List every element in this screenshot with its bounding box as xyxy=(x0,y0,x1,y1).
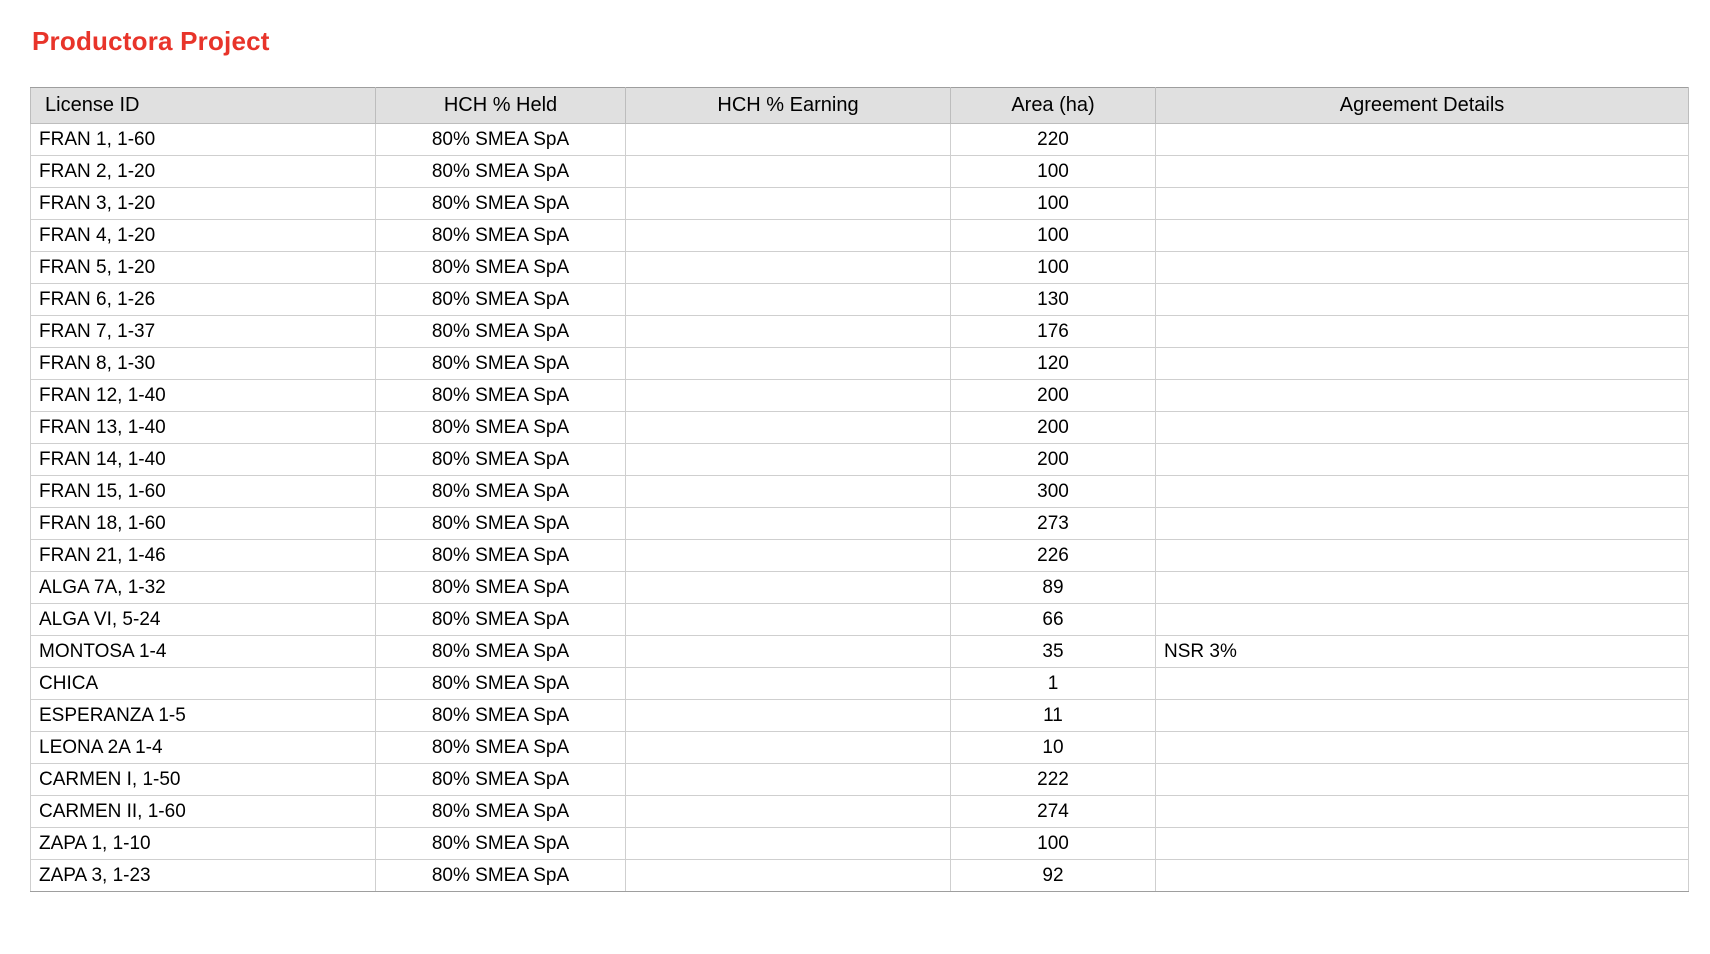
cell-agreement-details xyxy=(1156,220,1689,252)
column-header-agreement-details: Agreement Details xyxy=(1156,88,1689,124)
license-table-container xyxy=(30,87,1688,892)
cell-hch-percent-held: 80% SMEA SpA xyxy=(376,828,626,860)
table-row xyxy=(31,220,1689,252)
cell-hch-percent-held: 80% SMEA SpA xyxy=(376,636,626,668)
cell-license-id: FRAN 2, 1-20 xyxy=(31,156,376,188)
cell-hch-percent-earning xyxy=(626,572,951,604)
cell-area-ha: 200 xyxy=(951,412,1156,444)
cell-hch-percent-earning xyxy=(626,188,951,220)
cell-agreement-details xyxy=(1156,188,1689,220)
cell-hch-percent-held: 80% SMEA SpA xyxy=(376,700,626,732)
table-body xyxy=(31,124,1689,892)
cell-hch-percent-held: 80% SMEA SpA xyxy=(376,156,626,188)
table-row xyxy=(31,188,1689,220)
cell-license-id: ZAPA 1, 1-10 xyxy=(31,828,376,860)
table-row xyxy=(31,540,1689,572)
cell-license-id: FRAN 6, 1-26 xyxy=(31,284,376,316)
cell-license-id: FRAN 8, 1-30 xyxy=(31,348,376,380)
cell-area-ha: 11 xyxy=(951,700,1156,732)
cell-hch-percent-held: 80% SMEA SpA xyxy=(376,668,626,700)
cell-hch-percent-earning xyxy=(626,156,951,188)
table-row xyxy=(31,636,1689,668)
cell-area-ha: 66 xyxy=(951,604,1156,636)
table-row xyxy=(31,476,1689,508)
cell-agreement-details xyxy=(1156,252,1689,284)
cell-agreement-details xyxy=(1156,124,1689,156)
table-row xyxy=(31,348,1689,380)
cell-hch-percent-earning xyxy=(626,124,951,156)
cell-hch-percent-earning xyxy=(626,636,951,668)
cell-agreement-details xyxy=(1156,860,1689,892)
cell-hch-percent-held: 80% SMEA SpA xyxy=(376,508,626,540)
cell-hch-percent-earning xyxy=(626,284,951,316)
cell-area-ha: 200 xyxy=(951,444,1156,476)
cell-license-id: FRAN 21, 1-46 xyxy=(31,540,376,572)
cell-hch-percent-held: 80% SMEA SpA xyxy=(376,188,626,220)
cell-hch-percent-held: 80% SMEA SpA xyxy=(376,860,626,892)
cell-agreement-details: NSR 3% xyxy=(1156,636,1689,668)
cell-hch-percent-earning xyxy=(626,220,951,252)
cell-hch-percent-earning xyxy=(626,316,951,348)
cell-hch-percent-earning xyxy=(626,444,951,476)
table-row xyxy=(31,604,1689,636)
cell-hch-percent-earning xyxy=(626,732,951,764)
cell-license-id: ALGA VI, 5-24 xyxy=(31,604,376,636)
cell-agreement-details xyxy=(1156,572,1689,604)
table-row xyxy=(31,252,1689,284)
cell-area-ha: 274 xyxy=(951,796,1156,828)
cell-hch-percent-held: 80% SMEA SpA xyxy=(376,604,626,636)
cell-agreement-details xyxy=(1156,828,1689,860)
table-header xyxy=(31,88,1689,124)
cell-license-id: MONTOSA 1-4 xyxy=(31,636,376,668)
cell-area-ha: 200 xyxy=(951,380,1156,412)
table-row xyxy=(31,444,1689,476)
table-row xyxy=(31,764,1689,796)
cell-hch-percent-earning xyxy=(626,700,951,732)
cell-license-id: CARMEN I, 1-50 xyxy=(31,764,376,796)
column-header-area-ha: Area (ha) xyxy=(951,88,1156,124)
cell-area-ha: 100 xyxy=(951,188,1156,220)
table-row xyxy=(31,828,1689,860)
cell-hch-percent-held: 80% SMEA SpA xyxy=(376,252,626,284)
table-row xyxy=(31,412,1689,444)
cell-hch-percent-earning xyxy=(626,252,951,284)
cell-hch-percent-held: 80% SMEA SpA xyxy=(376,412,626,444)
cell-hch-percent-held: 80% SMEA SpA xyxy=(376,348,626,380)
cell-license-id: FRAN 4, 1-20 xyxy=(31,220,376,252)
cell-license-id: FRAN 5, 1-20 xyxy=(31,252,376,284)
cell-agreement-details xyxy=(1156,508,1689,540)
cell-agreement-details xyxy=(1156,764,1689,796)
table-row xyxy=(31,700,1689,732)
cell-agreement-details xyxy=(1156,668,1689,700)
cell-area-ha: 100 xyxy=(951,220,1156,252)
cell-license-id: FRAN 12, 1-40 xyxy=(31,380,376,412)
cell-area-ha: 35 xyxy=(951,636,1156,668)
cell-area-ha: 100 xyxy=(951,252,1156,284)
cell-license-id: ESPERANZA 1-5 xyxy=(31,700,376,732)
cell-hch-percent-held: 80% SMEA SpA xyxy=(376,284,626,316)
cell-hch-percent-earning xyxy=(626,348,951,380)
cell-hch-percent-held: 80% SMEA SpA xyxy=(376,572,626,604)
license-table xyxy=(30,87,1689,892)
cell-agreement-details xyxy=(1156,444,1689,476)
cell-agreement-details xyxy=(1156,380,1689,412)
table-row xyxy=(31,124,1689,156)
cell-hch-percent-earning xyxy=(626,860,951,892)
page-title: Productora Project xyxy=(32,26,270,56)
cell-area-ha: 89 xyxy=(951,572,1156,604)
table-row xyxy=(31,156,1689,188)
cell-agreement-details xyxy=(1156,316,1689,348)
cell-hch-percent-held: 80% SMEA SpA xyxy=(376,732,626,764)
cell-hch-percent-earning xyxy=(626,796,951,828)
cell-agreement-details xyxy=(1156,412,1689,444)
cell-area-ha: 220 xyxy=(951,124,1156,156)
cell-hch-percent-held: 80% SMEA SpA xyxy=(376,220,626,252)
cell-agreement-details xyxy=(1156,284,1689,316)
cell-license-id: ZAPA 3, 1-23 xyxy=(31,860,376,892)
cell-agreement-details xyxy=(1156,540,1689,572)
cell-area-ha: 176 xyxy=(951,316,1156,348)
cell-license-id: FRAN 14, 1-40 xyxy=(31,444,376,476)
column-header-hch-percent-earning: HCH % Earning xyxy=(626,88,951,124)
cell-license-id: FRAN 18, 1-60 xyxy=(31,508,376,540)
cell-license-id: FRAN 7, 1-37 xyxy=(31,316,376,348)
cell-area-ha: 226 xyxy=(951,540,1156,572)
cell-agreement-details xyxy=(1156,156,1689,188)
cell-hch-percent-earning xyxy=(626,412,951,444)
column-header-hch-percent-held: HCH % Held xyxy=(376,88,626,124)
cell-hch-percent-held: 80% SMEA SpA xyxy=(376,540,626,572)
cell-agreement-details xyxy=(1156,348,1689,380)
cell-area-ha: 120 xyxy=(951,348,1156,380)
table-row xyxy=(31,508,1689,540)
cell-license-id: FRAN 1, 1-60 xyxy=(31,124,376,156)
cell-hch-percent-earning xyxy=(626,508,951,540)
cell-license-id: CARMEN II, 1-60 xyxy=(31,796,376,828)
cell-hch-percent-held: 80% SMEA SpA xyxy=(376,796,626,828)
cell-agreement-details xyxy=(1156,732,1689,764)
cell-hch-percent-held: 80% SMEA SpA xyxy=(376,476,626,508)
cell-hch-percent-earning xyxy=(626,668,951,700)
cell-hch-percent-earning xyxy=(626,604,951,636)
table-row xyxy=(31,316,1689,348)
cell-area-ha: 92 xyxy=(951,860,1156,892)
cell-license-id: FRAN 15, 1-60 xyxy=(31,476,376,508)
table-row xyxy=(31,572,1689,604)
cell-area-ha: 130 xyxy=(951,284,1156,316)
table-row xyxy=(31,380,1689,412)
cell-area-ha: 10 xyxy=(951,732,1156,764)
cell-license-id: CHICA xyxy=(31,668,376,700)
table-row xyxy=(31,860,1689,892)
cell-agreement-details xyxy=(1156,604,1689,636)
cell-hch-percent-held: 80% SMEA SpA xyxy=(376,380,626,412)
cell-area-ha: 222 xyxy=(951,764,1156,796)
cell-license-id: FRAN 3, 1-20 xyxy=(31,188,376,220)
cell-area-ha: 273 xyxy=(951,508,1156,540)
cell-hch-percent-earning xyxy=(626,828,951,860)
cell-hch-percent-earning xyxy=(626,380,951,412)
cell-hch-percent-earning xyxy=(626,764,951,796)
table-row xyxy=(31,796,1689,828)
cell-license-id: ALGA 7A, 1-32 xyxy=(31,572,376,604)
table-row xyxy=(31,732,1689,764)
cell-license-id: FRAN 13, 1-40 xyxy=(31,412,376,444)
cell-area-ha: 300 xyxy=(951,476,1156,508)
table-header-row xyxy=(31,88,1689,124)
cell-area-ha: 100 xyxy=(951,828,1156,860)
cell-agreement-details xyxy=(1156,796,1689,828)
cell-agreement-details xyxy=(1156,476,1689,508)
cell-hch-percent-earning xyxy=(626,476,951,508)
cell-license-id: LEONA 2A 1-4 xyxy=(31,732,376,764)
cell-area-ha: 1 xyxy=(951,668,1156,700)
cell-hch-percent-held: 80% SMEA SpA xyxy=(376,124,626,156)
cell-area-ha: 100 xyxy=(951,156,1156,188)
table-row xyxy=(31,668,1689,700)
cell-hch-percent-held: 80% SMEA SpA xyxy=(376,444,626,476)
column-header-license-id: License ID xyxy=(31,88,376,124)
cell-hch-percent-held: 80% SMEA SpA xyxy=(376,316,626,348)
table-row xyxy=(31,284,1689,316)
cell-hch-percent-earning xyxy=(626,540,951,572)
cell-agreement-details xyxy=(1156,700,1689,732)
cell-hch-percent-held: 80% SMEA SpA xyxy=(376,764,626,796)
